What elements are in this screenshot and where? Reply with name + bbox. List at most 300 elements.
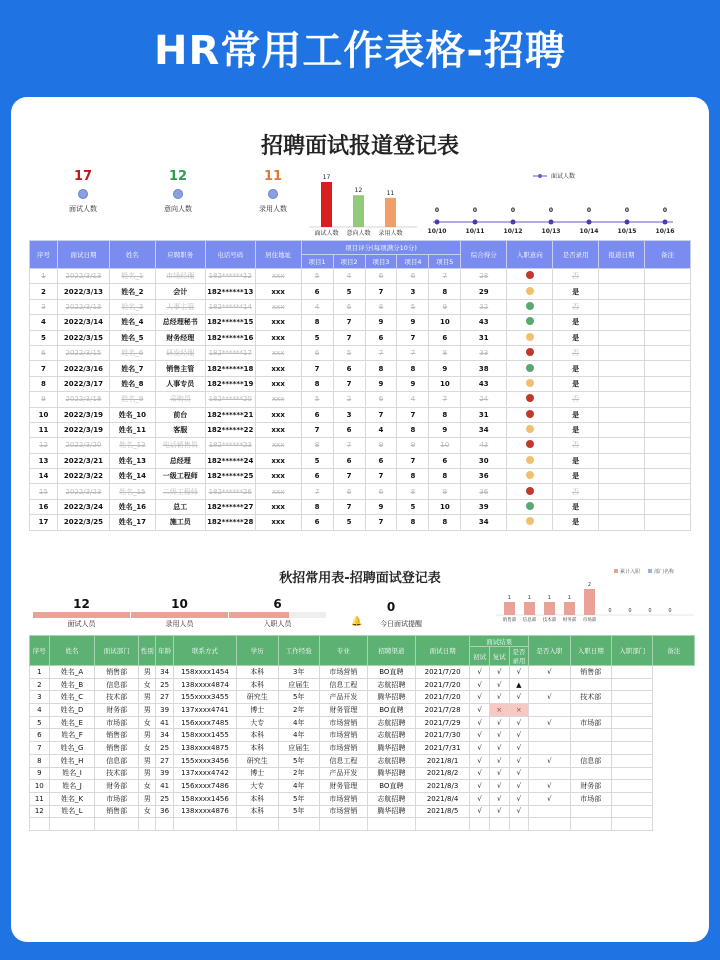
table-cell: 6 [397,269,429,284]
intent-dot [526,410,534,418]
table-cell: 6 [429,453,461,468]
table-cell: 博士 [237,704,278,717]
column-header: 备注 [653,636,695,666]
intent-dot [526,333,534,341]
table-cell: 182******19 [205,376,255,391]
table-cell: 27 [156,754,173,767]
table-row [30,704,695,717]
table-cell: 7 [333,315,365,330]
table-cell [529,805,570,818]
table-cell: 2022/3/19 [57,422,109,437]
column-header: 入职日期 [570,636,611,666]
table-cell: 5 [301,269,333,284]
table-cell: 姓名_E [49,716,95,729]
table-cell: 10 [30,780,50,793]
intent-dot [526,425,534,433]
table-row [30,515,691,530]
table-cell: 姓名_2 [109,284,155,299]
table-cell: 前台 [155,407,205,422]
table-cell: 市场部 [95,716,139,729]
table-cell: 10 [429,438,461,453]
sheet2-kpi-label: 入职人员 [263,620,292,628]
table-cell [644,438,690,453]
table-cell: √ [470,704,490,717]
table-cell [612,716,653,729]
table-cell: 7 [333,499,365,514]
column-header: 工作经验 [278,636,319,666]
table-row [30,315,691,330]
table-cell [599,345,645,360]
table-cell: 5 [333,284,365,299]
table-cell: 8 [397,484,429,499]
table-cell [599,499,645,514]
table-cell: 5 [30,330,58,345]
table-cell [570,767,611,780]
sheet2-kpi-bar [131,612,228,618]
sheet1-table [29,240,691,531]
table-cell: 2 [30,678,50,691]
content-card [11,97,709,942]
table-cell [570,704,611,717]
table-cell: 研究生 [237,691,278,704]
table-cell: 6 [301,284,333,299]
table-cell: 否 [553,484,599,499]
bar-value: 17 [322,174,331,181]
table-cell: 4 [397,392,429,407]
table-cell [644,453,690,468]
table-cell: 7 [429,269,461,284]
table-cell: xxx [255,361,301,376]
table-cell: 5 [397,499,429,514]
table-cell: √ [529,666,570,679]
table-cell: √ [470,754,490,767]
table-cell: √ [509,691,529,704]
point-value: 0 [472,207,478,214]
table-cell: √ [489,729,509,742]
bell-icon: 🔔 [351,617,363,627]
table-cell: √ [489,754,509,767]
column-header: 面试结果 [470,636,529,647]
sheet1-bar-chart [309,169,419,239]
column-subheader: 项目2 [333,255,365,269]
table-cell [599,422,645,437]
table-cell: 1 [30,269,58,284]
table-cell: 4 [301,299,333,314]
table-cell: 姓名_16 [109,499,155,514]
table-cell: 本科 [237,678,278,691]
table-cell [529,678,570,691]
table-cell [644,422,690,437]
table-cell [599,315,645,330]
table-cell: 9 [397,438,429,453]
table-cell: 138xxxx4876 [173,805,236,818]
line-point [663,220,668,225]
table-cell: 是 [553,330,599,345]
table-cell: BO直聘 [367,704,415,717]
intent-dot [526,364,534,372]
table-cell: 8 [301,438,333,453]
table-cell: 137xxxx4741 [173,704,236,717]
table-cell [612,818,653,831]
table-cell: 否 [553,299,599,314]
table-cell: 本科 [237,742,278,755]
table-cell: 4年 [278,780,319,793]
table-cell: 29 [461,284,507,299]
table-cell [570,742,611,755]
table-cell: 4年 [278,729,319,742]
table-row [30,691,695,704]
table-cell: 3 [333,407,365,422]
table-cell: 姓名_H [49,754,95,767]
legend-swatch [648,569,652,573]
table-cell: 6 [333,484,365,499]
table-cell: 8 [30,754,50,767]
table-cell: 7 [397,345,429,360]
bar-label: 面试人数 [314,230,339,237]
table-cell: 2022/3/15 [57,330,109,345]
table-cell: 腾华招聘 [367,805,415,818]
table-cell: 7 [301,484,333,499]
table-cell: 信息部 [95,678,139,691]
column-header: 入职部门 [612,636,653,666]
table-cell: 财务部 [570,780,611,793]
table-cell: 2022/3/18 [57,392,109,407]
table-cell: 2021/7/30 [415,729,470,742]
table-cell: 技术部 [95,691,139,704]
table-cell: √ [529,754,570,767]
bar-value: 0 [648,608,652,614]
table-cell: 2021/8/4 [415,792,470,805]
table-cell: √ [509,780,529,793]
table-cell: 男 [138,792,155,805]
table-cell: 182******24 [205,453,255,468]
table-cell [612,767,653,780]
bar-value: 0 [628,608,632,614]
bar [584,589,595,615]
table-cell: 女 [138,716,155,729]
empty-row [30,818,695,831]
table-cell: 5 [333,345,365,360]
line-point [511,220,516,225]
table-cell: 6 [429,330,461,345]
table-cell: xxx [255,407,301,422]
table-cell: 财务部 [95,704,139,717]
table-cell: 28 [461,269,507,284]
table-row [30,361,691,376]
table-cell: √ [470,767,490,780]
table-cell: 182******23 [205,438,255,453]
table-cell [529,704,570,717]
table-cell: √ [489,742,509,755]
table-cell: 38 [461,361,507,376]
table-cell: 8 [365,299,397,314]
bar-label: 录用人数 [378,230,403,237]
table-cell: 182******12 [205,269,255,284]
table-cell: 是 [553,284,599,299]
table-cell: 25 [156,792,173,805]
table-cell: 市场营销 [319,792,367,805]
table-row [30,754,695,767]
banner-title: HR常用工作表格-招聘 [154,28,566,74]
kpi-icon [268,189,278,199]
table-cell: 7 [429,392,461,407]
table-cell: 9 [429,299,461,314]
table-cell: 2021/7/31 [415,742,470,755]
column-header: 面试部门 [95,636,139,666]
table-cell: √ [470,742,490,755]
table-cell: 市场营销 [319,805,367,818]
table-cell [599,284,645,299]
legend-label: 累计入职 [620,569,641,575]
table-cell: 8 [30,376,58,391]
table-cell: 34 [156,729,173,742]
table-cell: 2022/3/13 [57,284,109,299]
table-cell: 志航招聘 [367,754,415,767]
table-cell: √ [470,780,490,793]
point-value: 0 [434,207,440,214]
table-cell: 男 [138,754,155,767]
table-cell: 2 [30,284,58,299]
intent-dot [526,271,534,279]
table-cell: 27 [156,691,173,704]
table-cell: 6 [301,469,333,484]
column-header: 报道日期 [599,241,645,269]
table-cell [644,407,690,422]
table-cell: 电话销售员 [155,438,205,453]
point-value: 0 [624,207,630,214]
table-cell: √ [509,805,529,818]
table-cell: 财务经理 [155,330,205,345]
table-row [30,716,695,729]
table-cell: 4 [333,269,365,284]
table-cell: 6 [365,453,397,468]
table-cell: √ [509,792,529,805]
table-cell: √ [509,729,529,742]
table-cell: 否 [553,438,599,453]
table-cell: 信息部 [95,754,139,767]
sheet1-kpi [148,169,208,214]
table-cell [507,315,553,330]
table-cell [507,269,553,284]
sheet1-kpi [53,169,113,214]
table-cell [529,767,570,780]
table-cell: 36 [461,469,507,484]
table-cell: √ [529,792,570,805]
table-cell: × [509,704,529,717]
table-cell: 姓名_11 [109,422,155,437]
table-cell [278,818,319,831]
bar-label: 技术部 [542,618,557,622]
table-cell: 志航招聘 [367,678,415,691]
bar [564,602,575,615]
table-cell: 9 [365,376,397,391]
table-cell: 2021/7/28 [415,704,470,717]
sheet2-table [29,635,695,831]
table-cell: 5 [301,453,333,468]
table-cell: 女 [138,805,155,818]
sheet2-kpi-label: 面试人员 [67,620,96,628]
table-cell: √ [470,666,490,679]
table-cell: √ [470,792,490,805]
table-cell: 10 [30,407,58,422]
table-cell: 138xxxx4875 [173,742,236,755]
table-cell: 是 [553,315,599,330]
table-cell: 销售部 [570,666,611,679]
table-cell: 姓名_F [49,729,95,742]
table-cell [367,818,415,831]
column-header: 专业 [319,636,367,666]
table-cell [509,818,529,831]
table-cell: 182******22 [205,422,255,437]
bar-label: 信息部 [522,618,537,622]
table-cell: 13 [30,453,58,468]
table-cell: 腾华招聘 [367,767,415,780]
table-row [30,269,691,284]
table-row [30,422,691,437]
table-cell: 31 [461,330,507,345]
table-cell: 8 [397,422,429,437]
table-cell: 研究生 [237,754,278,767]
table-cell: 6 [301,407,333,422]
table-cell: 158xxxx1456 [173,792,236,805]
table-cell: xxx [255,376,301,391]
table-row [30,330,691,345]
table-cell: 信息工程 [319,678,367,691]
column-header: 是否入职 [529,636,570,666]
table-cell: 男 [138,691,155,704]
bar [524,602,535,615]
column-header: 居住地址 [255,241,301,269]
table-cell: xxx [255,284,301,299]
line-point [473,220,478,225]
table-cell: 34 [461,515,507,530]
table-cell: 否 [553,269,599,284]
table-cell: 9 [365,499,397,514]
intent-dot [526,317,534,325]
table-cell: 5年 [278,691,319,704]
table-cell: 36 [156,805,173,818]
table-cell [319,818,367,831]
table-cell: 应届生 [278,678,319,691]
table-cell: 32 [461,299,507,314]
table-cell [612,792,653,805]
table-cell: √ [529,780,570,793]
table-cell: 7 [301,361,333,376]
table-cell: √ [470,691,490,704]
table-cell: 市场部 [95,792,139,805]
table-cell: 5 [333,515,365,530]
table-cell: 9 [429,422,461,437]
table-cell: 2年 [278,767,319,780]
table-cell: 9 [429,361,461,376]
table-cell: 137xxxx4742 [173,767,236,780]
legend-swatch [614,569,618,573]
x-tick-label: 10/16 [655,228,675,235]
table-cell [599,376,645,391]
table-cell: 姓名_1 [109,269,155,284]
bar-label: 意向人数 [346,230,371,237]
table-row [30,792,695,805]
table-cell: 否 [553,392,599,407]
table-cell [529,742,570,755]
table-cell: 姓名_13 [109,453,155,468]
table-cell: 138xxxx4874 [173,678,236,691]
table-cell: 姓名_J [49,780,95,793]
table-cell: 4 [30,704,50,717]
table-cell: 3 [30,299,58,314]
bar-value: 11 [386,189,395,197]
table-cell: 8 [429,284,461,299]
table-cell: 信息部 [570,754,611,767]
table-cell: 2 [333,392,365,407]
table-cell: 是 [553,376,599,391]
table-cell [237,818,278,831]
table-cell: 博士 [237,767,278,780]
kpi-label: 录用人数 [259,205,287,213]
column-header: 面试日期 [57,241,109,269]
table-cell: 11 [30,792,50,805]
table-cell [415,818,470,831]
table-row [30,392,691,407]
column-header: 入职意向 [507,241,553,269]
table-row [30,780,695,793]
table-row [30,499,691,514]
table-cell: xxx [255,484,301,499]
table-cell: √ [470,729,490,742]
kpi-value: 17 [73,169,93,184]
sheet2-mini-chart [496,567,696,622]
table-cell: 姓名_4 [109,315,155,330]
table-cell: 24 [461,392,507,407]
sheet2-title: 秋招常用表-招聘面试登记表 [279,571,441,586]
table-cell: 39 [156,704,173,717]
table-cell: 2022/3/14 [57,315,109,330]
table-cell: 姓名_L [49,805,95,818]
table-cell: 姓名_G [49,742,95,755]
intent-dot [526,517,534,525]
table-cell: 7 [365,284,397,299]
table-cell: 182******15 [205,315,255,330]
table-cell: 8 [365,361,397,376]
table-cell: 182******25 [205,469,255,484]
table-cell: √ [470,716,490,729]
table-cell [644,299,690,314]
table-cell: 155xxxx3455 [173,691,236,704]
table-cell: 5 [397,299,429,314]
table-cell [644,330,690,345]
table-cell: 36 [461,484,507,499]
table-cell: 女 [138,678,155,691]
table-cell [599,469,645,484]
table-cell: 应届生 [278,742,319,755]
table-cell: 财务管理 [319,704,367,717]
table-row [30,284,691,299]
bar [353,195,364,227]
table-cell: √ [489,666,509,679]
table-cell: 市场部 [570,792,611,805]
table-cell: 7 [333,438,365,453]
bar [385,198,396,227]
kpi-value: 11 [263,169,283,184]
table-cell [599,484,645,499]
table-cell [612,691,653,704]
table-cell: 10 [429,499,461,514]
table-cell: 6 [365,392,397,407]
table-cell: 158xxxx1455 [173,729,236,742]
table-cell: 本科 [237,729,278,742]
table-cell: 2022/3/19 [57,407,109,422]
table-cell [529,729,570,742]
